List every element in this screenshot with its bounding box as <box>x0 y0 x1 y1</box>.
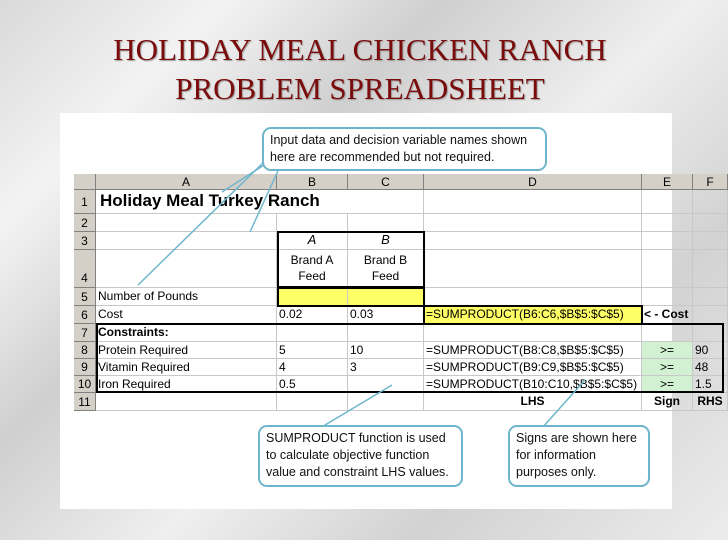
callout-input-data-note: Input data and decision variable names shown here are recommended but not required. <box>262 127 547 171</box>
constraint-lhs-formula[interactable]: =SUMPRODUCT(B8:C8,$B$5:$C$5) <box>424 342 642 359</box>
column-header-c[interactable]: C <box>348 174 424 190</box>
cost-b-value[interactable]: 0.03 <box>348 306 424 324</box>
constraint-coef-b[interactable]: 10 <box>348 342 424 359</box>
column-header-e[interactable]: E <box>642 174 693 190</box>
column-header-a[interactable]: A <box>96 174 277 190</box>
cost-a-value[interactable]: 0.02 <box>277 306 348 324</box>
row-header-6[interactable]: 6 <box>74 306 96 324</box>
constraint-rhs[interactable]: 1.5 <box>693 376 728 393</box>
row-header-9[interactable]: 9 <box>74 359 96 376</box>
callout-signs-note: Signs are shown here for information purposes only. <box>508 425 650 487</box>
sheet-title[interactable]: Holiday Meal Turkey Ranch <box>100 191 320 210</box>
number-of-pounds-label[interactable]: Number of Pounds <box>96 288 277 306</box>
constraint-name[interactable]: Vitamin Required <box>96 359 277 376</box>
constraint-lhs-formula[interactable]: =SUMPRODUCT(B9:C9,$B$5:$C$5) <box>424 359 642 376</box>
row-header-1[interactable]: 1 <box>74 190 96 214</box>
constraint-coef-a[interactable]: 4 <box>277 359 348 376</box>
leader-line-top-to-variables <box>250 162 282 232</box>
column-header-b[interactable]: B <box>277 174 348 190</box>
constraint-coef-a[interactable]: 0.5 <box>277 376 348 393</box>
sign-label[interactable]: Sign <box>642 393 693 411</box>
constraint-sign[interactable]: >= <box>642 376 693 393</box>
constraint-coef-b[interactable]: 3 <box>348 359 424 376</box>
row-header-4[interactable]: 4 <box>74 250 96 288</box>
callout-sumproduct-note: SUMPRODUCT function is used to calculate objective function value and constraint LHS values. <box>258 425 463 487</box>
column-header-f[interactable]: F <box>693 174 728 190</box>
row-header-7[interactable]: 7 <box>74 324 96 342</box>
brand-a-line-2: Feed <box>298 269 326 283</box>
constraint-rhs[interactable]: 90 <box>693 342 728 359</box>
leader-line-top-to-row-labels <box>138 158 268 285</box>
variable-b-label[interactable]: B <box>348 232 424 250</box>
constraints-label[interactable]: Constraints: <box>96 324 277 342</box>
constraint-sign[interactable]: >= <box>642 342 693 359</box>
slide-title-line-2: PROBLEM SPREADSHEET <box>175 71 545 106</box>
row-header-5[interactable]: 5 <box>74 288 96 306</box>
leader-line-signs <box>542 380 585 428</box>
rhs-label[interactable]: RHS <box>693 393 728 411</box>
leader-line-sumproduct <box>320 385 392 428</box>
row-header-8[interactable]: 8 <box>74 342 96 359</box>
brand-a-line-1: Brand A <box>290 253 334 267</box>
lhs-label[interactable]: LHS <box>424 393 642 411</box>
cost-label[interactable]: Cost <box>96 306 277 324</box>
row-header-11[interactable]: 11 <box>74 393 96 411</box>
column-header-d[interactable]: D <box>424 174 642 190</box>
row-header-3[interactable]: 3 <box>74 232 96 250</box>
constraint-name[interactable]: Protein Required <box>96 342 277 359</box>
row-header-2[interactable]: 2 <box>74 214 96 232</box>
cost-formula-cell[interactable]: =SUMPRODUCT(B6:C6,$B$5:$C$5) <box>424 306 642 324</box>
constraint-rhs[interactable]: 48 <box>693 359 728 376</box>
brand-b-line-1: Brand B <box>363 253 408 267</box>
cost-marker[interactable]: < - Cost <box>642 306 693 324</box>
row-header-10[interactable]: 10 <box>74 376 96 393</box>
constraint-name[interactable]: Iron Required <box>96 376 277 393</box>
slide-title-line-1: HOLIDAY MEAL CHICKEN RANCH <box>113 32 607 67</box>
constraint-sign[interactable]: >= <box>642 359 693 376</box>
constraint-lhs-formula[interactable]: =SUMPRODUCT(B10:C10,$B$5:$C$5) <box>424 376 642 393</box>
variable-a-label[interactable]: A <box>277 232 348 250</box>
constraint-coef-a[interactable]: 5 <box>277 342 348 359</box>
brand-b-line-2: Feed <box>371 269 400 283</box>
